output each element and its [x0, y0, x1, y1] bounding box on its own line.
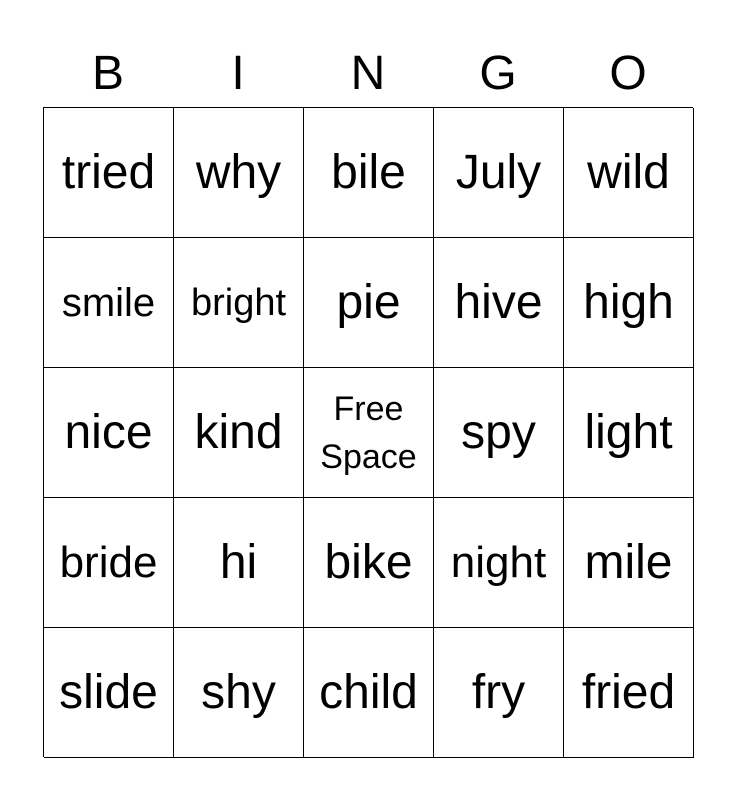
header-letter-g: G — [479, 47, 517, 100]
header-letter-n: N — [350, 47, 386, 100]
bingo-header — [43, 44, 693, 104]
bingo-cell[interactable]: fry — [434, 628, 564, 758]
bingo-cell[interactable]: light — [564, 368, 694, 498]
bingo-cell[interactable]: slide — [44, 628, 174, 758]
bingo-cell[interactable]: kind — [174, 368, 304, 498]
bingo-cell[interactable]: bright — [174, 238, 304, 368]
bingo-cell[interactable]: child — [304, 628, 434, 758]
header-letter-o: O — [609, 47, 647, 100]
bingo-cell[interactable]: bike — [304, 498, 434, 628]
bingo-board — [43, 107, 693, 757]
header-letter-i: I — [231, 47, 245, 100]
bingo-cell[interactable]: July — [434, 108, 564, 238]
free-space-line1: Free — [333, 389, 404, 428]
bingo-cell[interactable]: nice — [44, 368, 174, 498]
bingo-cell[interactable]: fried — [564, 628, 694, 758]
bingo-cell[interactable]: high — [564, 238, 694, 368]
free-space-line2: Space — [320, 437, 417, 476]
bingo-cell[interactable]: tried — [44, 108, 174, 238]
free-space-cell[interactable] — [304, 368, 434, 498]
bingo-cell[interactable]: hi — [174, 498, 304, 628]
bingo-cell[interactable]: why — [174, 108, 304, 238]
bingo-cell[interactable]: night — [434, 498, 564, 628]
bingo-cell[interactable]: pie — [304, 238, 434, 368]
bingo-cell[interactable]: spy — [434, 368, 564, 498]
bingo-cell[interactable]: wild — [564, 108, 694, 238]
bingo-cell[interactable]: smile — [44, 238, 174, 368]
header-letter-b: B — [91, 47, 124, 100]
bingo-cell[interactable]: mile — [564, 498, 694, 628]
bingo-cell[interactable]: hive — [434, 238, 564, 368]
bingo-cell[interactable]: shy — [174, 628, 304, 758]
bingo-cell[interactable]: bride — [44, 498, 174, 628]
bingo-cell[interactable]: bile — [304, 108, 434, 238]
